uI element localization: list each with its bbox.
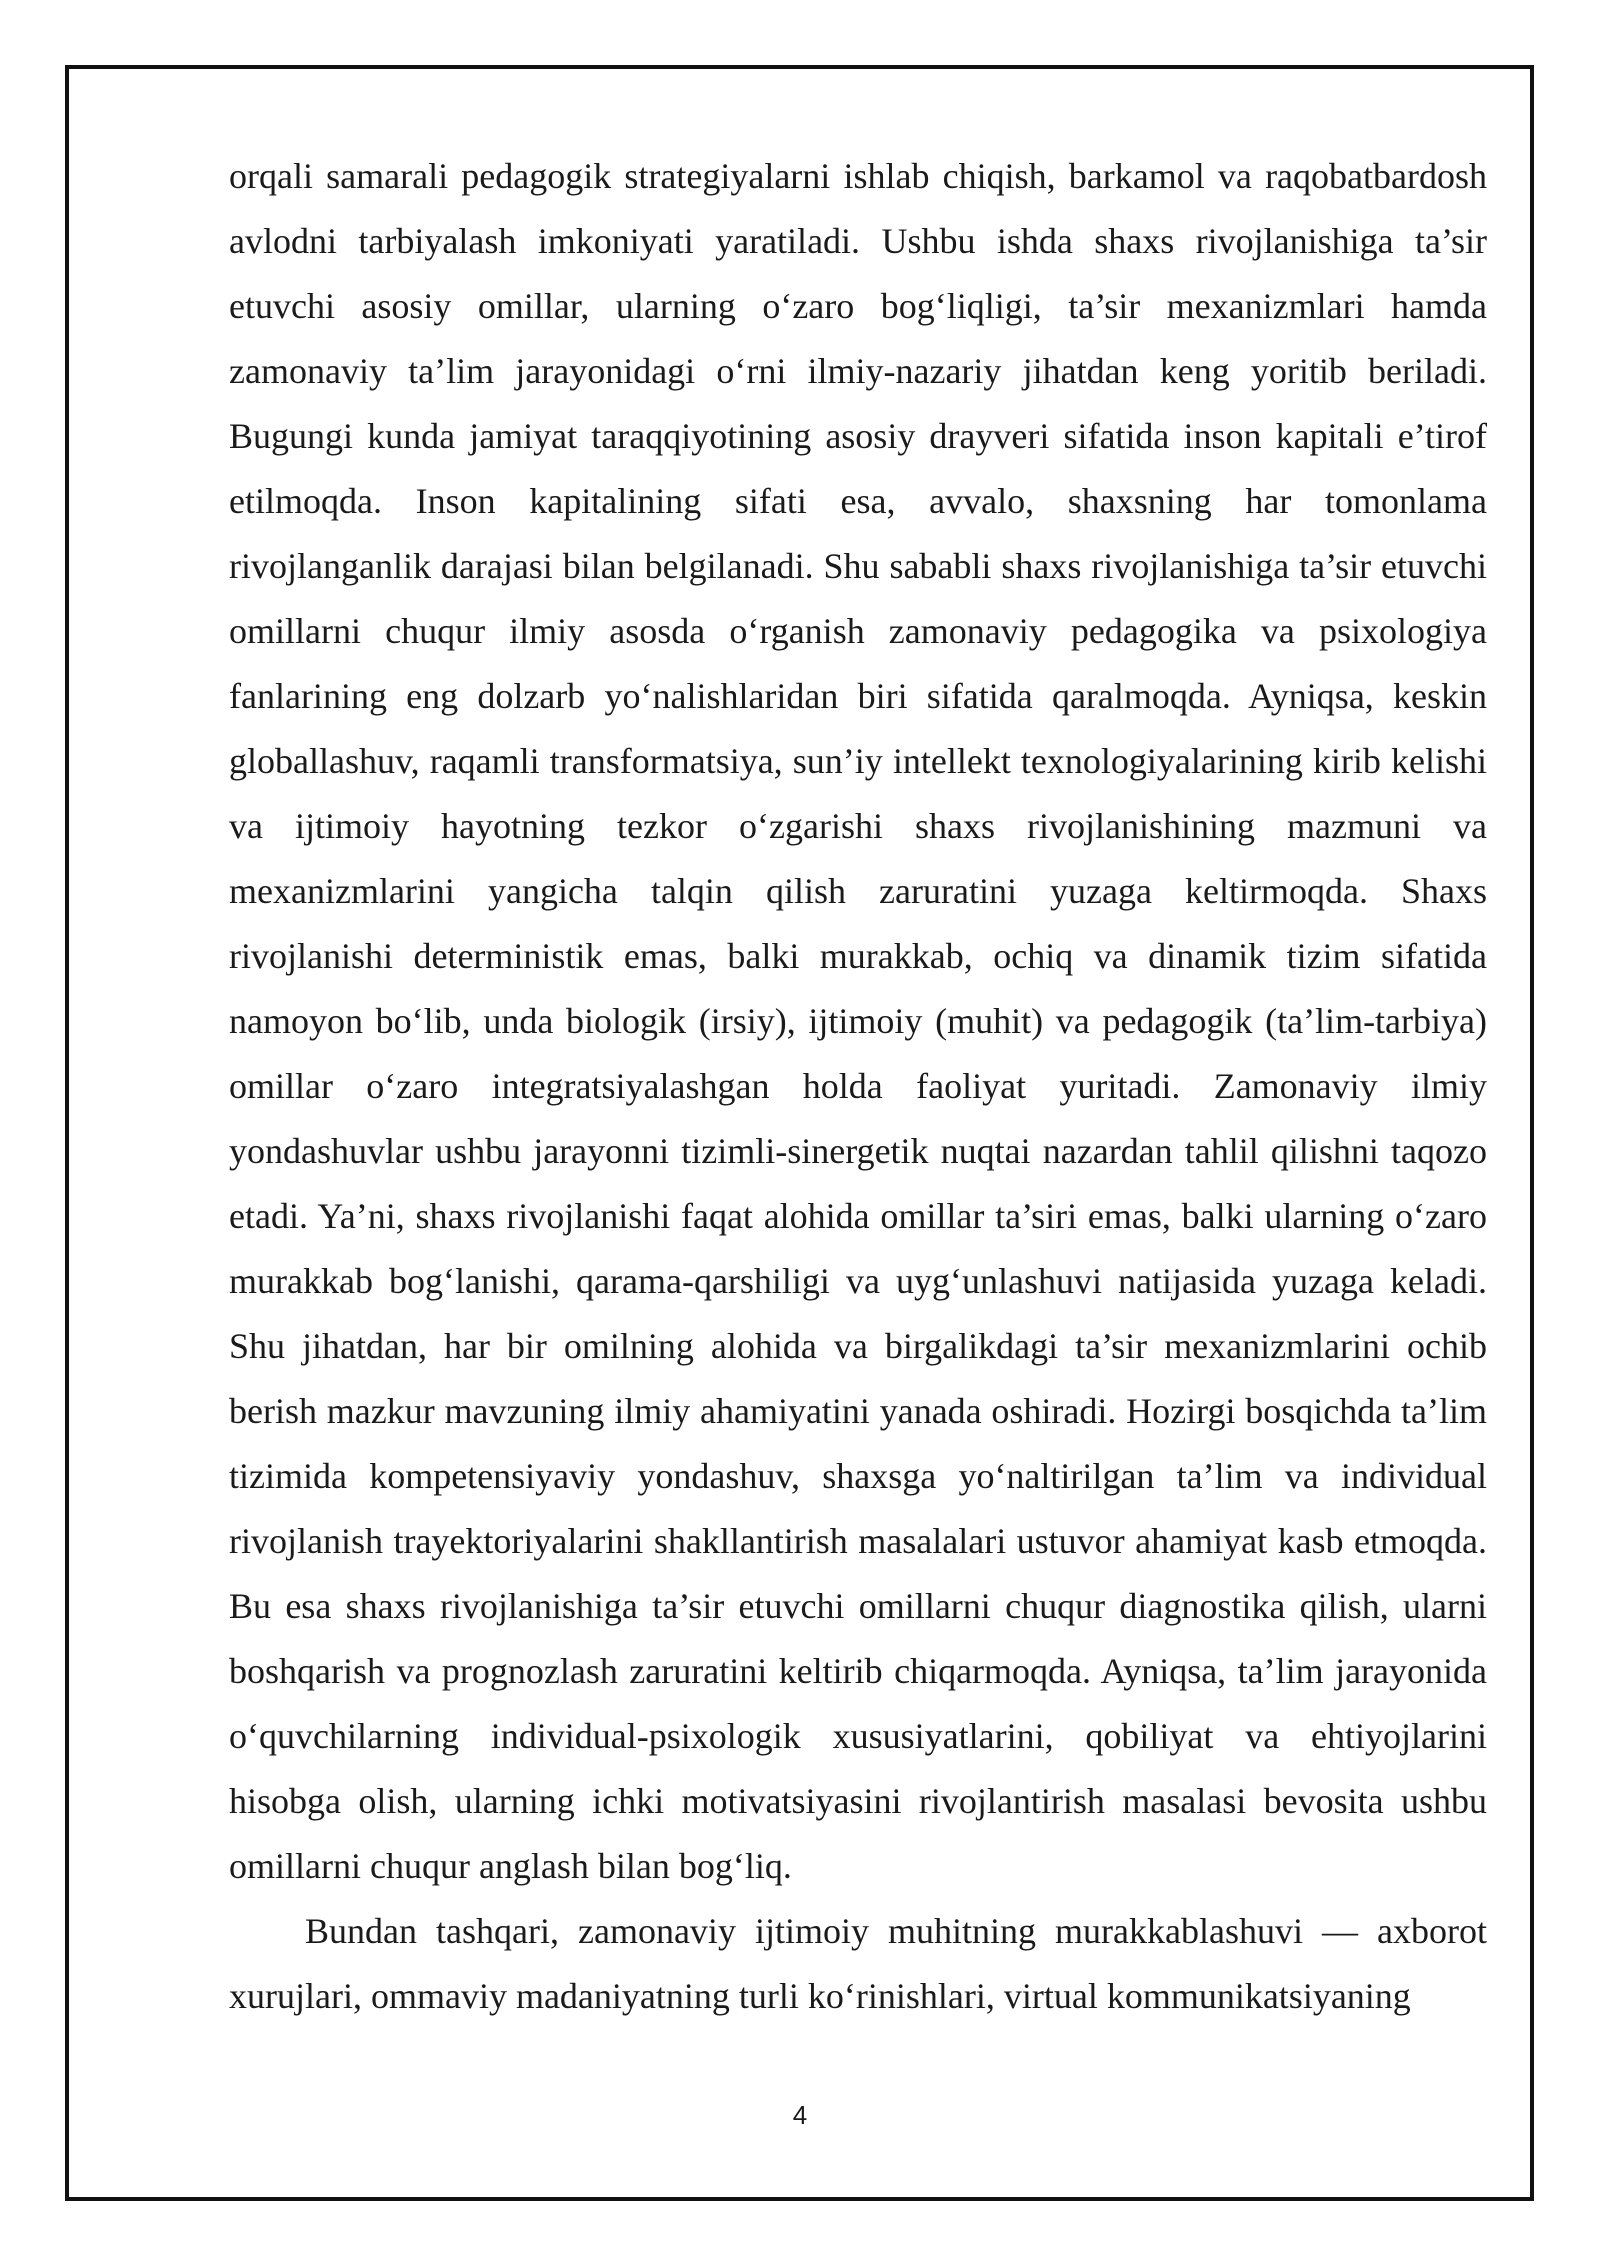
document-body <box>229 144 1487 2029</box>
page-number: 4 <box>792 2100 808 2130</box>
paragraph-1: orqali samarali pedagogik strategiyalarni ishlab chiqish, barkamol va raqobatbardosh avlodni tarbiyalash imkoniyati yaratiladi. Ushbu ishda shaxs rivojlanishiga ta’sir etuvchi asosiy omillar, ularning o‘zaro bog‘liqligi, ta’sir mexanizmlari hamda zamonaviy ta’lim jarayonidagi o‘rni ilmiy-nazariy jihatdan keng yoritib beriladi. Bugungi kunda jamiyat taraqqiyotining asosiy drayveri sifatida inson kapitali e’tirof etilmoqda. Inson kapitalining sifati esa, avvalo, shaxsning har tomonlama rivojlanganlik darajasi bilan belgilanadi. Shu sababli shaxs rivojlanishiga ta’sir etuvchi omillarni chuqur ilmiy asosda o‘rganish zamonaviy pedagogika va psixologiya fanlarining eng dolzarb yo‘nalishlaridan biri sifatida qaralmoqda. Ayniqsa, keskin globallashuv, raqamli transformatsiya, sun’iy intellekt texnologiyalarining kirib kelishi va ijtimoiy hayotning tezkor o‘zgarishi shaxs rivojlanishining mazmuni va mexanizmlarini yangicha talqin qilish zaruratini yuzaga keltirmoqda. Shaxs rivojlanishi deterministik emas, balki murakkab, ochiq va dinamik tizim sifatida namoyon bo‘lib, unda biologik (irsiy), ijtimoiy (muhit) va pedagogik (ta’lim-tarbiya) omillar o‘zaro integratsiyalashgan holda faoliyat yuritadi. Zamonaviy ilmiy yondashuvlar ushbu jarayonni tizimli-sinergetik nuqtai nazardan tahlil qilishni taqozo etadi. Ya’ni, shaxs rivojlanishi faqat alohida omillar ta’siri emas, balki ularning o‘zaro murakkab bog‘lanishi, qarama-qarshiligi va uyg‘unlashuvi natijasida yuzaga keladi. Shu jihatdan, har bir omilning alohida va birgalikdagi ta’sir mexanizmlarini ochib berish mazkur mavzuning ilmiy ahamiyatini yanada oshiradi. Hozirgi bosqichda ta’lim tizimida kompetensiyaviy yondashuv, shaxsga yo‘naltirilgan ta’lim va individual rivojlanish trayektoriyalarini shakllantirish masalalari ustuvor ahamiyat kasb etmoqda. Bu esa shaxs rivojlanishiga ta’sir etuvchi omillarni chuqur diagnostika qilish, ularni boshqarish va prognozlash zaruratini keltirib chiqarmoqda. Ayniqsa, ta’lim jarayonida o‘quvchilarning individual-psixologik xususiyatlarini, qobiliyat va ehtiyojlarini hisobga olish, ularning ichki motivatsiyasini rivojlantirish masalasi bevosita ushbu omillarni chuqur anglash bilan bog‘liq. <box>229 156 1487 1886</box>
paragraph-2: Bundan tashqari, zamonaviy ijtimoiy muhitning murakkablashuvi — axborot xurujlari, ommaviy madaniyatning turli ko‘rinishlari, virtual kommunikatsiyaning <box>229 1911 1487 2016</box>
